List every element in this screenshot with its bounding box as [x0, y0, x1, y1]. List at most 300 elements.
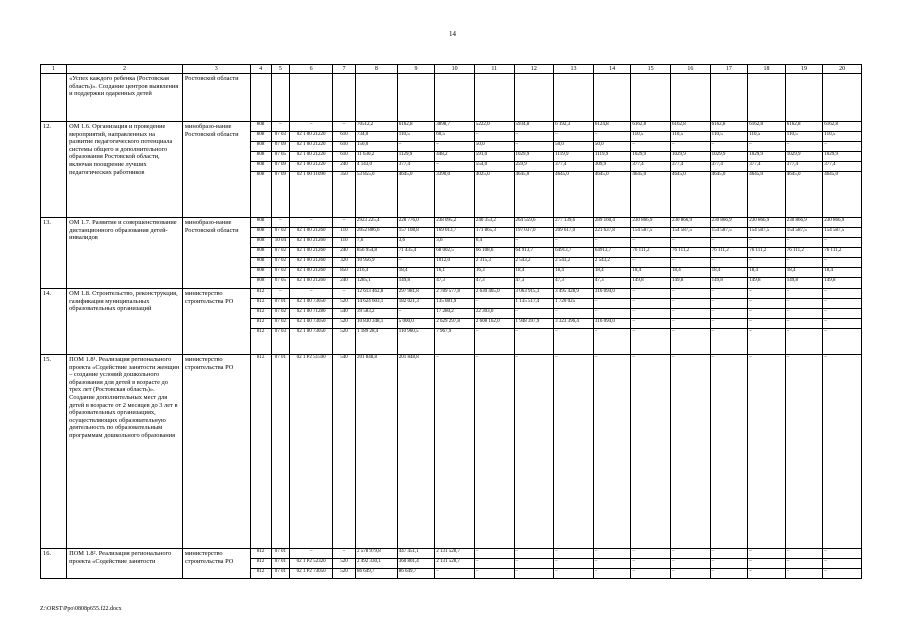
- value-cell: 808: [250, 152, 271, 162]
- value-cell: –: [710, 569, 748, 579]
- value-cell: 808: [250, 132, 271, 142]
- value-cell: 47,3: [554, 278, 594, 289]
- value-cell: –: [593, 238, 631, 248]
- value-cell: 7,6: [355, 238, 397, 248]
- value-cell: 230 866,9: [671, 218, 711, 228]
- value-cell: 02 1 00 21260: [290, 238, 333, 248]
- value-cell: 812: [250, 355, 271, 549]
- value-cell: 230 866,9: [823, 218, 862, 228]
- value-cell: 6124,8: [593, 122, 631, 132]
- value-cell: 6162,8: [748, 122, 786, 132]
- row-number: 12.: [41, 122, 67, 218]
- value-cell: 1029,9: [710, 152, 748, 162]
- value-cell: –: [631, 569, 671, 579]
- value-cell: –: [435, 162, 475, 172]
- value-cell: –: [554, 132, 594, 142]
- value-cell: –: [290, 549, 333, 559]
- value-cell: 07 09: [271, 162, 290, 172]
- column-number-cell: 4: [250, 65, 271, 74]
- value-cell: 591,0: [474, 152, 514, 162]
- value-cell: 520: [333, 299, 356, 309]
- value-cell: 07 02: [271, 309, 290, 319]
- value-cell: 240: [333, 248, 356, 258]
- value-cell: 1285,1: [355, 278, 397, 289]
- value-cell: –: [671, 559, 711, 569]
- value-cell: 50,0: [593, 142, 631, 152]
- value-cell: 350: [333, 172, 356, 218]
- value-cell: 02 1 00 21220: [290, 142, 333, 152]
- value-cell: –: [290, 122, 333, 132]
- value-cell: 64913,7: [593, 248, 631, 258]
- value-cell: 07 01: [271, 549, 290, 559]
- value-cell: –: [397, 258, 435, 268]
- row-number: 15.: [41, 355, 67, 549]
- value-cell: –: [823, 309, 862, 319]
- value-cell: 812: [250, 319, 271, 329]
- value-cell: –: [435, 569, 475, 579]
- value-cell: 4645,0: [593, 172, 631, 218]
- table-row: [41, 355, 862, 549]
- value-cell: –: [514, 329, 554, 355]
- value-cell: –: [474, 329, 514, 355]
- value-cell: 76 111,2: [631, 248, 671, 258]
- value-cell: 228 776,0: [397, 218, 435, 228]
- value-cell: 47,3: [474, 278, 514, 289]
- value-cell: 610: [333, 152, 356, 162]
- column-number-cell: 11: [474, 65, 514, 74]
- value-cell: 1029,9: [514, 152, 554, 162]
- value-cell: 4645,0: [671, 172, 711, 218]
- value-cell: –: [290, 289, 333, 299]
- value-cell: 16,1: [435, 268, 475, 278]
- value-cell: –: [823, 559, 862, 569]
- value-cell: 2 608 162,0: [474, 319, 514, 329]
- value-cell: 22 303,0: [474, 309, 514, 319]
- value-cell: 309,9: [593, 162, 631, 172]
- executor: минобразо-вание Ростовской области: [182, 218, 250, 289]
- value-cell: 808: [250, 162, 271, 172]
- value-cell: 17 280,2: [435, 309, 475, 319]
- value-cell: –: [474, 299, 514, 309]
- column-number-cell: 9: [397, 65, 435, 74]
- value-cell: 812: [250, 569, 271, 579]
- value-cell: 66 108,6: [474, 248, 514, 258]
- value-cell: –: [333, 218, 356, 228]
- value-cell: –: [290, 218, 333, 228]
- value-cell: –: [748, 319, 786, 329]
- value-cell: 230 866,9: [710, 218, 748, 228]
- value-cell: 5222,0: [474, 122, 514, 132]
- value-cell: 1029,9: [671, 152, 711, 162]
- value-cell: 2 315,3: [474, 258, 514, 268]
- value-cell: 18,4: [631, 268, 671, 278]
- value-cell: 110 960,5: [397, 329, 435, 355]
- value-cell: 64913,7: [554, 248, 594, 258]
- value-cell: –: [671, 319, 711, 329]
- value-cell: 14 624 603,1: [355, 299, 397, 309]
- value-cell: 18,4: [823, 268, 862, 278]
- value-cell: 297 981,8: [397, 289, 435, 299]
- value-cell: 07 01: [271, 355, 290, 549]
- value-cell: 02 1 P2 73050: [290, 569, 333, 579]
- value-cell: 07 02: [271, 228, 290, 238]
- value-cell: 1129,9: [397, 152, 435, 162]
- value-cell: –: [474, 559, 514, 569]
- value-cell: –: [397, 309, 435, 319]
- value-cell: 07 03: [271, 132, 290, 142]
- value-cell: –: [748, 309, 786, 319]
- value-cell: 154 587,5: [823, 228, 862, 238]
- value-cell: 856 954,8: [355, 248, 397, 258]
- value-cell: 377,4: [554, 162, 594, 172]
- value-cell: –: [631, 238, 671, 248]
- value-cell: –: [823, 238, 862, 248]
- value-cell: 734,0: [355, 132, 397, 142]
- value-cell: 1029,9: [785, 152, 823, 162]
- column-number-row: [41, 65, 862, 74]
- column-number-cell: 2: [67, 65, 183, 74]
- value-cell: –: [785, 355, 823, 549]
- value-cell: 02 1 00 71280: [290, 309, 333, 319]
- value-cell: 4645,0: [710, 172, 748, 218]
- value-cell: 2052 806,6: [355, 228, 397, 238]
- value-cell: –: [333, 122, 356, 132]
- value-cell: –: [554, 309, 594, 319]
- value-cell: 4645,0: [631, 172, 671, 218]
- column-number-cell: 1: [41, 65, 67, 74]
- value-cell: 135 081,9: [435, 299, 475, 309]
- value-cell: 520: [333, 569, 356, 579]
- value-cell: 6162,8: [631, 122, 671, 132]
- value-cell: –: [671, 258, 711, 268]
- column-number-cell: 18: [748, 65, 786, 74]
- value-cell: 264 559,6: [514, 218, 554, 228]
- value-cell: –: [474, 549, 514, 559]
- value-cell: 110,5: [823, 132, 862, 142]
- value-cell: 149,8: [631, 278, 671, 289]
- value-cell: 71 435,4: [397, 248, 435, 258]
- value-cell: 47,3: [593, 278, 631, 289]
- value-cell: [435, 74, 475, 122]
- column-number-cell: 8: [355, 65, 397, 74]
- value-cell: –: [748, 142, 786, 152]
- value-cell: 1 948 397,9: [514, 319, 554, 329]
- value-cell: 1029,9: [748, 152, 786, 162]
- value-cell: 1 135 517,4: [514, 299, 554, 309]
- value-cell: 2 543,2: [593, 258, 631, 268]
- value-cell: 812: [250, 309, 271, 319]
- value-cell: 18,4: [748, 268, 786, 278]
- table-row: [41, 218, 862, 228]
- value-cell: 10 956,9: [355, 258, 397, 268]
- measure-name: ПОМ 1.8². Реализация регионального проекта «Содействие занятости: [67, 549, 183, 579]
- value-cell: 5 000,0: [397, 319, 435, 329]
- value-cell: 520: [333, 559, 356, 569]
- value-cell: –: [474, 355, 514, 549]
- value-cell: –: [554, 238, 594, 248]
- value-cell: 169 013,7: [435, 228, 475, 238]
- value-cell: –: [710, 319, 748, 329]
- value-cell: 377,4: [710, 162, 748, 172]
- value-cell: 1 189 28,4: [355, 329, 397, 355]
- value-cell: 448,2: [435, 152, 475, 162]
- value-cell: 1119,9: [593, 152, 631, 162]
- value-cell: –: [823, 142, 862, 152]
- value-cell: 10 830 348,1: [355, 319, 397, 329]
- row-number: 14.: [41, 289, 67, 355]
- value-cell: 76 111,2: [748, 248, 786, 258]
- executor: министерство строительства РО: [182, 549, 250, 579]
- value-cell: –: [748, 559, 786, 569]
- value-cell: 216,4: [355, 268, 397, 278]
- value-cell: 110: [333, 238, 356, 248]
- value-cell: 3 323 396,4: [554, 319, 594, 329]
- value-cell: –: [435, 355, 475, 549]
- column-number-cell: 17: [710, 65, 748, 74]
- value-cell: 76 111,2: [823, 248, 862, 258]
- value-cell: 39 583,2: [355, 309, 397, 319]
- value-cell: 02 1 00 21260: [290, 248, 333, 258]
- measure-name: ПОМ 1.8¹. Реализация регионального проекта «Содействие занятости женщин – создание условий дошкольного образования для детей в возрасте до трех лет (Ростовская область)». Создание дополнительных мест для детей в возрасте от 2 месяцев до 3 лет в образовательных организациях, осуществляющих образовательную деятельность по образовательным программам дошкольного образования: [67, 355, 183, 549]
- value-cell: 110: [333, 228, 356, 238]
- value-cell: –: [785, 559, 823, 569]
- value-cell: 18,4: [593, 268, 631, 278]
- value-cell: 02 1 00 21260: [290, 278, 333, 289]
- value-cell: [333, 74, 356, 122]
- value-cell: –: [271, 289, 290, 299]
- value-cell: 277 139,6: [554, 218, 594, 228]
- value-cell: –: [785, 319, 823, 329]
- value-cell: –: [631, 142, 671, 152]
- value-cell: –: [710, 355, 748, 549]
- value-cell: 171 865,3: [474, 228, 514, 238]
- value-cell: –: [710, 309, 748, 319]
- value-cell: 377,4: [823, 162, 862, 172]
- value-cell: 07 01: [271, 559, 290, 569]
- value-cell: 149,8: [785, 278, 823, 289]
- value-cell: –: [631, 329, 671, 355]
- value-cell: 0,4: [474, 238, 514, 248]
- row-number: 13.: [41, 218, 67, 289]
- value-cell: 520: [333, 319, 356, 329]
- value-cell: 02 1 P2 52320: [290, 559, 333, 569]
- value-cell: –: [514, 309, 554, 319]
- value-cell: 70512,2: [355, 122, 397, 132]
- value-cell: –: [671, 142, 711, 152]
- value-cell: 230 866,9: [748, 218, 786, 228]
- value-cell: 07 09: [271, 172, 290, 218]
- value-cell: –: [593, 559, 631, 569]
- value-cell: 360 801,4: [397, 559, 435, 569]
- value-cell: –: [710, 299, 748, 309]
- value-cell: 540: [333, 355, 356, 549]
- value-cell: 4645,0: [823, 172, 862, 218]
- value-cell: 110,5: [710, 132, 748, 142]
- value-cell: –: [514, 132, 554, 142]
- value-cell: 149,8: [823, 278, 862, 289]
- executor: минобразо-вание Ростовской области: [182, 122, 250, 218]
- value-cell: [748, 74, 786, 122]
- value-cell: 6162,8: [397, 122, 435, 132]
- value-cell: –: [710, 549, 748, 559]
- value-cell: –: [823, 258, 862, 268]
- value-cell: –: [710, 289, 748, 299]
- value-cell: 812: [250, 329, 271, 355]
- value-cell: 6 192,3: [554, 122, 594, 132]
- value-cell: 149,8: [397, 278, 435, 289]
- value-cell: 18,4: [710, 268, 748, 278]
- value-cell: 02 1 P2 51590: [290, 355, 333, 549]
- value-cell: 154 587,5: [748, 228, 786, 238]
- value-cell: 3390,0: [435, 172, 475, 218]
- value-cell: –: [631, 355, 671, 549]
- value-cell: 18,4: [785, 268, 823, 278]
- value-cell: –: [823, 569, 862, 579]
- value-cell: 2 543,2: [514, 258, 554, 268]
- value-cell: 4645,0: [748, 172, 786, 218]
- value-cell: 182 021,3: [397, 299, 435, 309]
- value-cell: 47,3: [435, 278, 475, 289]
- value-cell: 110,5: [631, 132, 671, 142]
- value-cell: 07 01: [271, 569, 290, 579]
- value-cell: 3 063 915,3: [514, 289, 554, 299]
- value-cell: 110,5: [397, 132, 435, 142]
- value-cell: 812: [250, 289, 271, 299]
- value-cell: 10 04: [271, 238, 290, 248]
- row-number: 16.: [41, 549, 67, 579]
- value-cell: 377,4: [397, 162, 435, 172]
- column-number-cell: 19: [785, 65, 823, 74]
- value-cell: –: [671, 355, 711, 549]
- column-number-cell: 20: [823, 65, 862, 74]
- value-cell: 18,4: [671, 268, 711, 278]
- value-cell: 18,4: [514, 268, 554, 278]
- value-cell: 02 1 00 11090: [290, 172, 333, 218]
- value-cell: –: [823, 299, 862, 309]
- value-cell: 2 131 528,7: [435, 549, 475, 559]
- value-cell: 02 1 00 73050: [290, 329, 333, 355]
- value-cell: –: [785, 309, 823, 319]
- table-row: [41, 289, 862, 299]
- value-cell: –: [671, 309, 711, 319]
- value-cell: 3,6: [435, 238, 475, 248]
- value-cell: –: [671, 569, 711, 579]
- column-number-cell: 10: [435, 65, 475, 74]
- value-cell: 320: [333, 258, 356, 268]
- value-cell: [671, 74, 711, 122]
- value-cell: 377,4: [631, 162, 671, 172]
- value-cell: 197 037,0: [514, 228, 554, 238]
- value-cell: 149,8: [671, 278, 711, 289]
- value-cell: 150,0: [355, 142, 397, 152]
- value-cell: 6162,8: [671, 122, 711, 132]
- value-cell: 1012,0: [435, 258, 475, 268]
- value-cell: 53 855,0: [355, 172, 397, 218]
- value-cell: –: [271, 218, 290, 228]
- value-cell: 12 613 462,8: [355, 289, 397, 299]
- column-number-cell: 14: [593, 65, 631, 74]
- value-cell: 4 143,0: [355, 162, 397, 172]
- value-cell: –: [710, 258, 748, 268]
- value-cell: 4645,0: [514, 172, 554, 218]
- value-cell: –: [631, 549, 671, 559]
- value-cell: –: [593, 132, 631, 142]
- value-cell: –: [474, 132, 514, 142]
- value-cell: 149,8: [710, 278, 748, 289]
- value-cell: –: [785, 258, 823, 268]
- value-cell: 76 111,2: [710, 248, 748, 258]
- value-cell: 07 09: [271, 142, 290, 152]
- value-cell: 2 630 465,0: [474, 289, 514, 299]
- value-cell: –: [514, 549, 554, 559]
- value-cell: [290, 74, 333, 122]
- value-cell: 07 02: [271, 248, 290, 258]
- value-cell: 377,4: [671, 162, 711, 172]
- value-cell: 2 578 979,8: [355, 549, 397, 559]
- value-cell: –: [593, 309, 631, 319]
- value-cell: –: [748, 238, 786, 248]
- value-cell: [710, 74, 748, 122]
- value-cell: [823, 74, 862, 122]
- value-cell: 02 1 00 21260: [290, 258, 333, 268]
- value-cell: –: [631, 319, 671, 329]
- value-cell: –: [554, 355, 594, 549]
- value-cell: 808: [250, 278, 271, 289]
- value-cell: 808: [250, 268, 271, 278]
- value-cell: –: [435, 142, 475, 152]
- value-cell: 850: [333, 268, 356, 278]
- value-cell: –: [671, 549, 711, 559]
- value-cell: –: [593, 569, 631, 579]
- value-cell: [250, 74, 271, 122]
- value-cell: –: [710, 238, 748, 248]
- value-cell: –: [593, 329, 631, 355]
- value-cell: [785, 74, 823, 122]
- value-cell: 2 543,2: [554, 258, 594, 268]
- value-cell: 540: [333, 309, 356, 319]
- value-cell: 18,4: [397, 268, 435, 278]
- value-cell: 02 1 00 73050: [290, 299, 333, 309]
- value-cell: 110,5: [748, 132, 786, 142]
- value-cell: –: [593, 549, 631, 559]
- value-cell: 07 02: [271, 258, 290, 268]
- table-row: [41, 549, 862, 559]
- value-cell: 230 866,9: [631, 218, 671, 228]
- value-cell: 2 131 528,7: [435, 559, 475, 569]
- value-cell: –: [514, 355, 554, 549]
- value-cell: 02 1 00 21260: [290, 268, 333, 278]
- value-cell: 50,0: [474, 142, 514, 152]
- measure-name: ОМ 1.6. Организация и проведение мероприятий, направленных на развитие педагогического потенциала системы общего и дополнительного образования Ростовской области, включая поощрение лучших педагогических работников: [67, 122, 183, 218]
- value-cell: 554,0: [474, 162, 514, 172]
- value-cell: [271, 74, 290, 122]
- value-cell: 3,6: [397, 238, 435, 248]
- value-cell: –: [474, 569, 514, 579]
- value-cell: –: [671, 329, 711, 355]
- value-cell: –: [785, 289, 823, 299]
- value-cell: 3 495 428,9: [554, 289, 594, 299]
- value-cell: 64 913,7: [514, 248, 554, 258]
- value-cell: –: [631, 299, 671, 309]
- value-cell: 86 649,7: [355, 569, 397, 579]
- value-cell: 02 1 00 73050: [290, 319, 333, 329]
- value-cell: 230 866,9: [785, 218, 823, 228]
- value-cell: –: [823, 549, 862, 559]
- column-number-cell: 15: [631, 65, 671, 74]
- value-cell: 240 353,2: [474, 218, 514, 228]
- value-cell: –: [671, 299, 711, 309]
- value-cell: 154 587,5: [631, 228, 671, 238]
